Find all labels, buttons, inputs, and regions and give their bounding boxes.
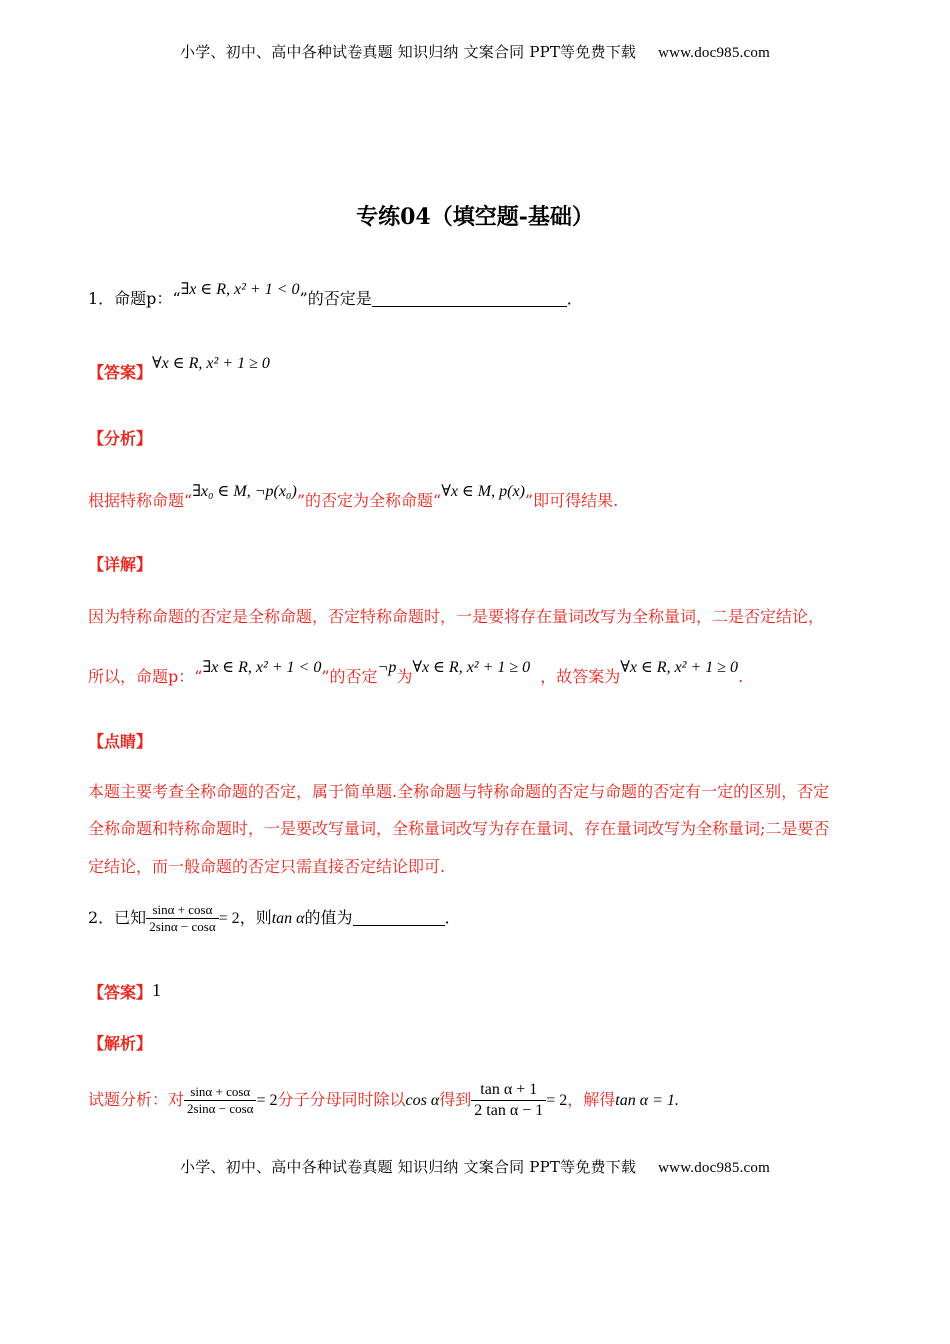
q1-point-label: 【点睛】 — [88, 732, 153, 751]
q2-solution-t1: 试题分析：对 — [88, 1090, 185, 1109]
footer-site[interactable]: www.doc985.com — [658, 1160, 770, 1176]
q1-detail-t2: ”的否定 — [321, 667, 378, 686]
q2-solution-t2: 分子分母同时除以 — [277, 1090, 406, 1109]
q1-detail-t5: . — [738, 667, 744, 686]
q1-detail-formula3: ∀x ∈ R, x² + 1 ≥ 0 — [412, 659, 531, 676]
q1-analysis-label: 【分析】 — [88, 429, 153, 448]
q2-solution-frac1-den: 2sinα − cosα — [187, 1101, 254, 1116]
q2-solution-label: 【解析】 — [88, 1034, 153, 1053]
q1-detail-formula1: ∃x ∈ R, x² + 1 < 0 — [202, 659, 322, 676]
q1-answer-blank — [372, 290, 567, 307]
q2-answer-label: 【答案】 — [88, 983, 153, 1002]
q1-detail-formula4: ∀x ∈ R, x² + 1 ≥ 0 — [620, 659, 739, 676]
q2-answer-value: 1 — [152, 980, 162, 1000]
q1-answer-label: 【答案】 — [88, 363, 153, 382]
q2-solution-frac2-den: 2 tan α − 1 — [474, 1102, 544, 1119]
q2-frac-den: 2sinα − cosα — [149, 919, 216, 934]
q1-analysis — [88, 483, 619, 511]
q2-tan: tan α — [271, 910, 305, 927]
q2-solution-frac2-num: tan α + 1 — [471, 1080, 546, 1101]
q2-solution-t3: 得到 — [439, 1090, 472, 1109]
q1-end: ． — [566, 289, 583, 308]
q1-prefix: 1．命题p： — [88, 289, 173, 308]
q1-analysis-formula1: ∃x₀ ∈ M, ¬p(x₀) — [192, 483, 297, 500]
footer-text: 小学、初中、高中各种试卷真题 知识归纳 文案合同 PPT等免费下载 — [180, 1158, 637, 1176]
q2-solution-result: tan α = 1. — [615, 1092, 679, 1109]
q1-detail-heading — [88, 552, 152, 575]
q1-detail-label: 【详解】 — [88, 555, 153, 574]
q2-solution-t4: ，解得 — [567, 1090, 616, 1109]
q2-answer-blank — [353, 909, 445, 926]
q1-point-line2: 全称命题和特称命题时，一是要改写量词，全称量词改写为存在量词、存在量词改写为全称量词;二是要否 — [88, 819, 830, 838]
q2-solution-eq2: = 2 — [546, 1092, 568, 1109]
q1-detail-t4: ，故答案为 — [540, 667, 621, 686]
header-site[interactable]: www.doc985.com — [658, 45, 770, 61]
q1-detail-line2 — [88, 659, 744, 687]
q2-solution-fraction1 — [184, 1084, 256, 1117]
q1-close-quote: ” — [299, 289, 308, 308]
q1-answer-value: ∀x ∈ R, x² + 1 ≥ 0 — [152, 355, 270, 372]
q2-solution-frac1-num: sinα + cosα — [184, 1084, 256, 1101]
q2-fraction — [146, 902, 218, 935]
q2-solution-heading — [88, 1031, 152, 1054]
q1-formula: ∃x ∈ R, x² + 1 < 0 — [180, 281, 300, 298]
q1-analysis-heading — [88, 426, 152, 449]
header-text: 小学、初中、高中各种试卷真题 知识归纳 文案合同 PPT等免费下载 — [180, 43, 637, 61]
q1-analysis-formula2: ∀x ∈ M, p(x) — [441, 483, 525, 500]
q2-dot: ． — [444, 908, 461, 927]
page-title: 专练04（填空题-基础） — [356, 204, 594, 230]
question-2 — [88, 902, 461, 935]
q1-point-heading — [88, 729, 152, 752]
q2-eq: = 2 — [218, 910, 240, 927]
q2-solution-cos: cos α — [405, 1092, 440, 1109]
q2-solution-eq1: = 2 — [256, 1092, 278, 1109]
q1-point-line3: 定结论，而一般命题的否定只需直接否定结论即可. — [88, 857, 446, 876]
q2-mid: ，则 — [239, 908, 272, 927]
q2-answer — [88, 980, 161, 1003]
q2-end: 的值为 — [304, 908, 353, 927]
page-footer — [0, 1156, 950, 1177]
q2-solution — [88, 1080, 679, 1121]
q1-detail-t1: 所以，命题p：“ — [88, 667, 203, 686]
q2-frac-num: sinα + cosα — [146, 902, 218, 919]
q1-answer — [88, 355, 270, 383]
page-header — [0, 41, 950, 62]
q1-analysis-t3: ”即可得结果. — [524, 491, 619, 510]
q2-prefix: 2．已知 — [88, 908, 147, 927]
q1-point-line1: 本题主要考查全称命题的否定，属于简单题.全称命题与特称命题的否定与命题的否定有一定的区别，否定 — [88, 782, 830, 801]
q1-detail-t3: 为 — [396, 667, 413, 686]
q1-analysis-t2: ”的否定为全称命题“ — [296, 491, 442, 510]
q2-solution-fraction2 — [471, 1080, 546, 1121]
q1-detail-formula2: ¬p — [377, 659, 397, 676]
q1-analysis-t1: 根据特称命题“ — [88, 491, 193, 510]
question-1 — [88, 281, 583, 309]
q1-open-quote: “ — [172, 289, 181, 308]
q1-detail-line1: 因为特称命题的否定是全称命题，否定特称命题时，一是要将存在量词改写为全称量词，二是否定结论， — [88, 607, 825, 626]
q1-mid: 的否定是 — [307, 289, 372, 308]
